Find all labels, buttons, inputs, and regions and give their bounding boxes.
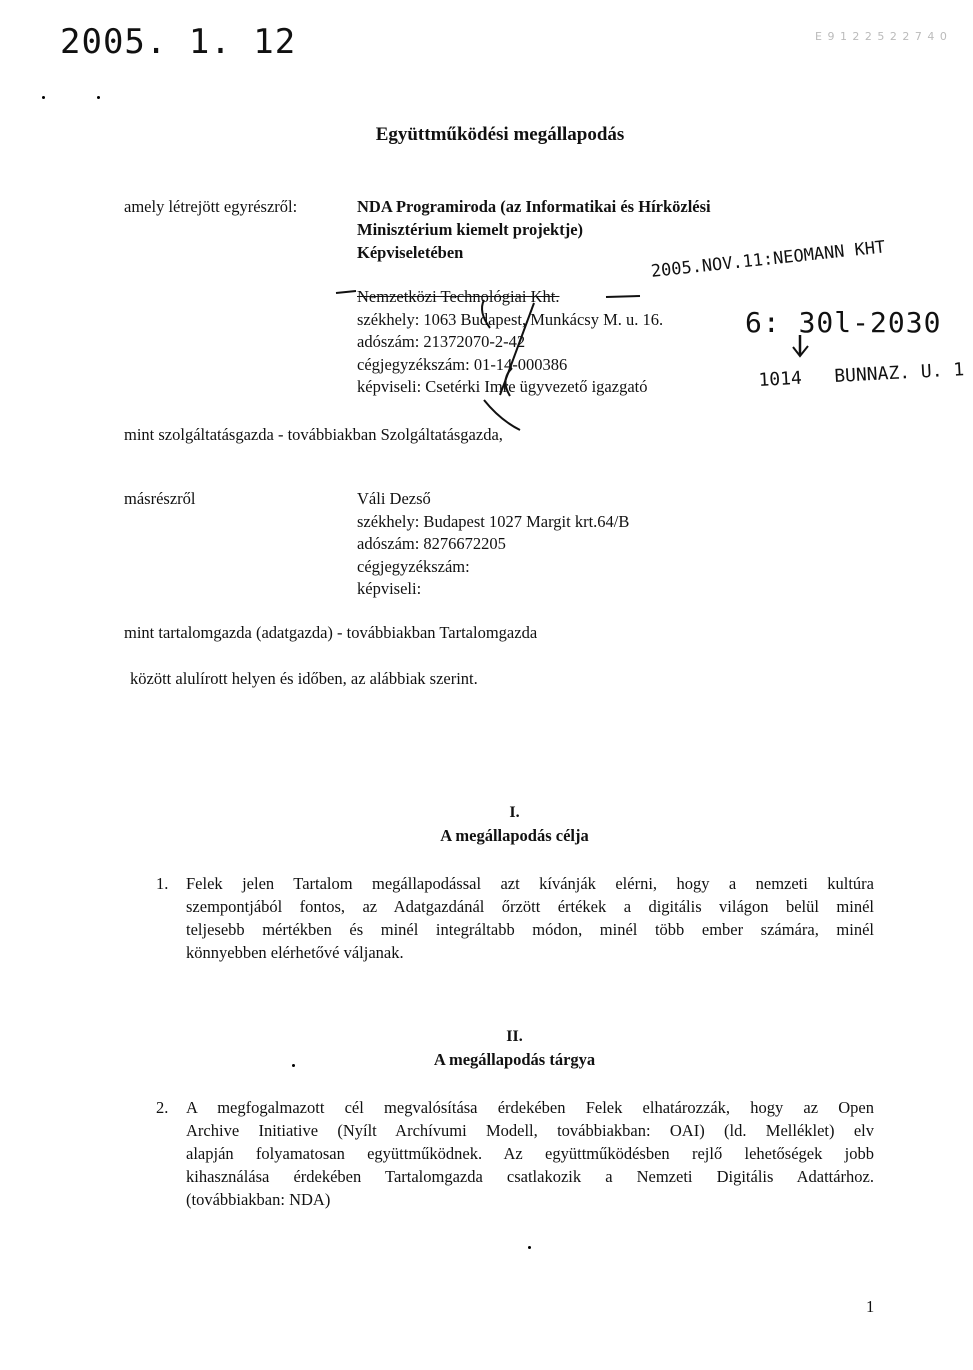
fax-header: E 9 1 2 2 5 2 2 7 4 0 [815,30,948,43]
party1-org-struck: Nemzetközi Technológiai Kht. [357,287,560,306]
paragraph-line: (továbbiakban: NDA) [186,1190,331,1209]
party2-detail: Váli Dezső [357,489,431,508]
party1-detail: képviseli: Csetérki Imre ügyvezető igazgató [357,377,648,396]
paragraph-line: alapján folyamatosan együttműködnek. Az együttműködésben rejlő lehetőségek jobb [186,1144,874,1163]
handwritten-note-code: 6: 30l-2030 [745,306,942,339]
paragraph-line: A megfogalmazott cél megvalósítása érdekében Felek elhatározzák, hogy az Open [186,1098,874,1117]
party1-name-line: Minisztérium kiemelt projektje) [357,220,584,239]
party2-detail: adószám: 8276672205 [357,534,506,553]
paragraph-line: Felek jelen Tartalom megállapodással azt kívánják elérni, hogy a nemzeti kultúra [186,874,874,893]
closing-intro: között alulírott helyen és időben, az alábbiak szerint. [130,669,478,688]
section-number: I. [509,804,520,821]
party1-name-line: Képviseletében [357,243,464,262]
party1-detail: adószám: 21372070-2-42 [357,332,526,351]
party1-role: mint szolgáltatásgazda - továbbiakban Szolgáltatásgazda, [124,425,503,444]
paragraph-line: kihasználása érdekében Tartalomgazda csatlakozik a Nemzeti Digitális Adattárhoz. [186,1167,874,1186]
party2-detail: cégjegyzékszám: [357,557,470,576]
handwritten-note-address: 1014 BUNNAZ. U. 1 [758,359,965,391]
party1-detail: székhely: 1063 Budapest, Munkácsy M. u. 16. [357,310,664,329]
document-title: Együttműködési megállapodás [375,124,625,145]
party2-intro: másrészről [124,489,196,508]
paragraph-line: szempontjából fontos, az Adatgazdánál őrzött értékek a digitális világon belül minél [186,897,874,916]
paragraph-line: Archive Initiative (Nyílt Archívumi Modell, továbbiakban: OAI) (ld. Melléklet) elv [186,1121,874,1140]
party1-detail: cégjegyzékszám: 01-14-000386 [357,355,568,374]
section-title: A megállapodás tárgya [433,1050,596,1069]
paragraph-line: teljesebb mértékben és minél integráltabb módon, minél több ember számára, minél [186,920,874,939]
party2-role: mint tartalomgazda (adatgazda) - továbbiakban Tartalomgazda [124,623,538,642]
paragraph-number: 1. [156,874,169,893]
handwritten-note-company: 2005.NOV.11:NEOMANN KHT [650,237,887,282]
party1-name-line: NDA Programiroda (az Informatikai és Hírközlési [357,197,711,216]
party2-detail: képviseli: [357,579,422,598]
paragraph-number: 2. [156,1098,169,1117]
party1-intro: amely létrejött egyrészről: [124,197,298,216]
speck-dot [528,1246,531,1249]
paragraph-line: könnyebben elérhetővé váljanak. [186,943,404,962]
party2-detail: székhely: Budapest 1027 Margit krt.64/B [357,512,630,531]
section-title: A megállapodás célja [440,826,589,845]
section-number: II. [506,1028,523,1045]
page-number: 1 [866,1297,875,1316]
handwritten-date: 2005. 1. 12 [60,22,297,62]
speck-dot [292,1064,295,1067]
